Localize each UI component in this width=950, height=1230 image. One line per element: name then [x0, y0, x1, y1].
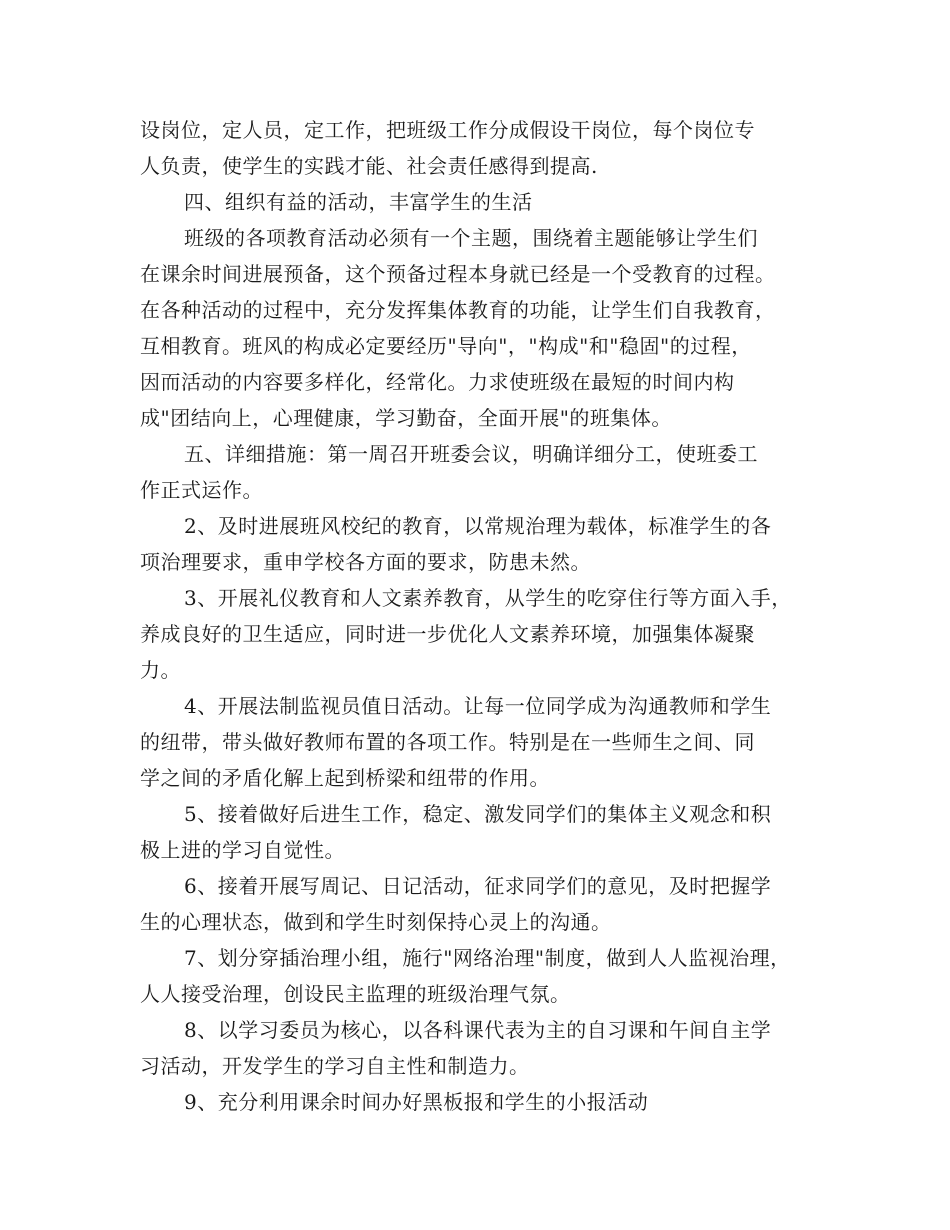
- text-line: 2、及时进展班风校纪的教育，以常规治理为载体，标准学生的各: [184, 514, 772, 538]
- text-line: 养成良好的卫生适应，同时进一步优化人文素养环境，加强集体凝聚: [140, 622, 755, 646]
- text-line: 在各种活动的过程中，充分发挥集体教育的功能，让学生们自我教育，: [140, 298, 776, 322]
- text-line: 8、以学习委员为核心，以各科课代表为主的自习课和午间自主学: [184, 1018, 772, 1042]
- text-line: 5、接着做好后进生工作，稳定、激发同学们的集体主义观念和积: [184, 802, 772, 826]
- text-line: 五、详细措施：第一周召开班委会议，明确详细分工，使班委工: [184, 442, 758, 466]
- text-line: 班级的各项教育活动必须有一个主题，围绕着主题能够让学生们: [184, 226, 758, 250]
- text-line: 学之间的矛盾化解上起到桥梁和纽带的作用。: [140, 766, 550, 790]
- text-line: 6、接着开展写周记、日记活动，征求同学们的意见，及时把握学: [184, 874, 772, 898]
- document-body: [140, 112, 830, 1120]
- text-line: 7、划分穿插治理小组，施行"网络治理"制度，做到人人监视治理，: [184, 946, 791, 970]
- text-line: 9、充分利用课余时间办好黑板报和学生的小报活动: [184, 1090, 649, 1114]
- text-line: 3、开展礼仪教育和人文素养教育，从学生的吃穿住行等方面入手，: [184, 586, 792, 610]
- text-line: 互相教育。班风的构成必定要经历"导向"，"构成"和"稳固"的过程，: [140, 334, 752, 358]
- text-line: 4、开展法制监视员值日活动。让每一位同学成为沟通教师和学生: [184, 694, 772, 718]
- text-line: 因而活动的内容要多样化，经常化。力求使班级在最短的时间内构: [140, 370, 735, 394]
- text-line: 的纽带，带头做好教师布置的各项工作。特别是在一些师生之间、同: [140, 730, 755, 754]
- text-line: 人负责，使学生的实践才能、社会责任感得到提高.: [140, 154, 598, 178]
- text-line: 设岗位，定人员，定工作，把班级工作分成假设干岗位，每个岗位专: [140, 118, 755, 142]
- text-line: 人人接受治理，创设民主监理的班级治理气氛。: [140, 982, 571, 1006]
- text-line: 力。: [140, 658, 181, 682]
- text-line: 四、组织有益的活动，丰富学生的生活: [184, 190, 533, 214]
- text-line: 习活动，开发学生的学习自主性和制造力。: [140, 1054, 530, 1078]
- text-line: 在课余时间进展预备，这个预备过程本身就已经是一个受教育的过程。: [140, 262, 776, 286]
- text-line: 极上进的学习自觉性。: [140, 838, 345, 862]
- text-line: 作正式运作。: [140, 478, 263, 502]
- text-line: 成"团结向上，心理健康，学习勤奋，全面开展"的班集体。: [140, 406, 672, 430]
- text-line: 生的心理状态，做到和学生时刻保持心灵上的沟通。: [140, 910, 612, 934]
- text-line: 项治理要求，重申学校各方面的要求，防患未然。: [140, 550, 591, 574]
